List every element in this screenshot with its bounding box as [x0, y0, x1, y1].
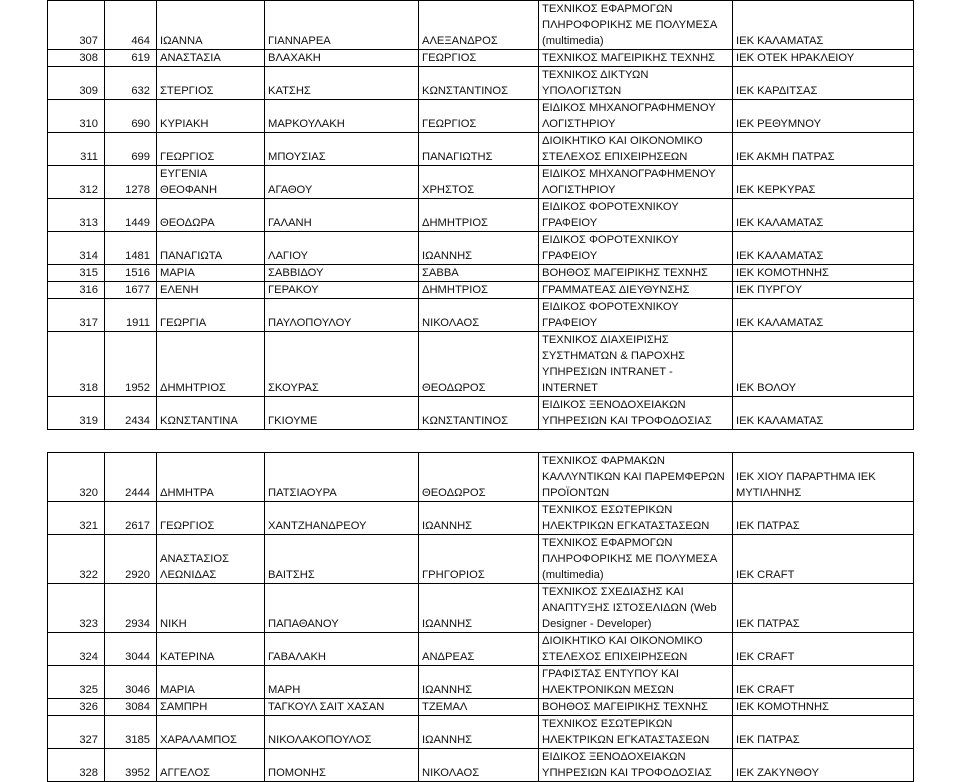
registry-number-cell: 690	[105, 100, 157, 133]
row-number-cell: 320	[48, 453, 105, 502]
table-row	[48, 67, 914, 100]
row-number-cell: 326	[48, 699, 105, 716]
table-row	[48, 100, 914, 133]
table-gap-cell	[48, 430, 914, 453]
row-number-cell: 312	[48, 166, 105, 199]
father-name-cell: ΓΡΗΓΟΡΙΟΣ	[419, 535, 539, 584]
table-row	[48, 232, 914, 265]
registry-number-cell: 3044	[105, 633, 157, 666]
father-name-cell: ΙΩΑΝΝΗΣ	[419, 716, 539, 749]
row-number-cell: 317	[48, 299, 105, 332]
iek-school-cell: ΙΕΚ CRAFT	[733, 535, 914, 584]
father-name-cell: ΙΩΑΝΝΗΣ	[419, 666, 539, 699]
father-name-cell: ΘΕΟΔΩΡΟΣ	[419, 453, 539, 502]
registry-number-cell: 2920	[105, 535, 157, 584]
last-name-cell: ΑΓΑΘΟΥ	[265, 166, 419, 199]
row-number-cell: 318	[48, 332, 105, 397]
specialty-cell: ΕΙΔΙΚΟΣ ΞΕΝΟΔΟΧΕΙΑΚΩΝ ΥΠΗΡΕΣΙΩΝ ΚΑΙ ΤΡΟΦΟΔΟΣΙΑΣ	[539, 397, 733, 430]
row-number-cell: 323	[48, 584, 105, 633]
table-row	[48, 584, 914, 633]
father-name-cell: ΔΗΜΗΤΡΙΟΣ	[419, 282, 539, 299]
first-name-cell: ΠΑΝΑΓΙΩΤΑ	[157, 232, 265, 265]
first-name-cell: ΘΕΟΔΩΡΑ	[157, 199, 265, 232]
iek-school-cell: ΙΕΚ ΟΤΕΚ ΗΡΑΚΛΕΙΟΥ	[733, 50, 914, 67]
iek-school-cell: ΙΕΚ ΚΑΡΔΙΤΣΑΣ	[733, 67, 914, 100]
table-row	[48, 332, 914, 397]
father-name-cell: ΣΑΒΒΑ	[419, 265, 539, 282]
table-row	[48, 1, 914, 50]
specialty-cell: ΔΙΟΙΚΗΤΙΚΟ ΚΑΙ ΟΙΚΟΝΟΜΙΚΟ ΣΤΕΛΕΧΟΣ ΕΠΙΧΕΙΡΗΣΕΩΝ	[539, 133, 733, 166]
table-row	[48, 633, 914, 666]
row-number-cell: 309	[48, 67, 105, 100]
specialty-cell: ΒΟΗΘΟΣ ΜΑΓΕΙΡΙΚΗΣ ΤΕΧΝΗΣ	[539, 699, 733, 716]
father-name-cell: ΙΩΑΝΝΗΣ	[419, 232, 539, 265]
last-name-cell: ΣΑΒΒΙΔΟΥ	[265, 265, 419, 282]
row-number-cell: 324	[48, 633, 105, 666]
father-name-cell: ΘΕΟΔΩΡΟΣ	[419, 332, 539, 397]
table-row	[48, 535, 914, 584]
registry-number-cell: 1911	[105, 299, 157, 332]
specialty-cell: ΕΙΔΙΚΟΣ ΜΗΧΑΝΟΓΡΑΦΗΜΕΝΟΥ ΛΟΓΙΣΤΗΡΙΟΥ	[539, 100, 733, 133]
first-name-cell: ΔΗΜΗΤΡΙΟΣ	[157, 332, 265, 397]
last-name-cell: ΒΛΑΧΑΚΗ	[265, 50, 419, 67]
table-row	[48, 199, 914, 232]
last-name-cell: ΝΙΚΟΛΑΚΟΠΟΥΛΟΣ	[265, 716, 419, 749]
first-name-cell: ΑΓΓΕΛΟΣ	[157, 749, 265, 782]
iek-school-cell: ΙΕΚ ΠΥΡΓΟΥ	[733, 282, 914, 299]
specialty-cell: ΤΕΧΝΙΚΟΣ ΣΧΕΔΙΑΣΗΣ ΚΑΙ ΑΝΑΠΤΥΞΗΣ ΙΣΤΟΣΕΛΙΔΩΝ (Web Designer - Developer)	[539, 584, 733, 633]
father-name-cell: ΧΡΗΣΤΟΣ	[419, 166, 539, 199]
last-name-cell: ΓΚΙΟΥΜΕ	[265, 397, 419, 430]
last-name-cell: ΣΚΟΥΡΑΣ	[265, 332, 419, 397]
specialty-cell: ΤΕΧΝΙΚΟΣ ΜΑΓΕΙΡΙΚΗΣ ΤΕΧΝΗΣ	[539, 50, 733, 67]
table-row	[48, 716, 914, 749]
iek-school-cell: ΙΕΚ ΠΑΤΡΑΣ	[733, 502, 914, 535]
first-name-cell: ΔΗΜΗΤΡΑ	[157, 453, 265, 502]
iek-school-cell: ΙΕΚ ΧΙΟΥ ΠΑΡΑΡΤΗΜΑ ΙΕΚ ΜΥΤΙΛΗΝΗΣ	[733, 453, 914, 502]
father-name-cell: ΙΩΑΝΝΗΣ	[419, 502, 539, 535]
specialty-cell: ΕΙΔΙΚΟΣ ΦΟΡΟΤΕΧΝΙΚΟΥ ΓΡΑΦΕΙΟΥ	[539, 299, 733, 332]
table-row	[48, 282, 914, 299]
first-name-cell: ΓΕΩΡΓΙΟΣ	[157, 502, 265, 535]
first-name-cell: ΜΑΡΙΑ	[157, 265, 265, 282]
last-name-cell: ΧΑΝΤΖΗΑΝΔΡΕΟΥ	[265, 502, 419, 535]
registry-number-cell: 3046	[105, 666, 157, 699]
specialty-cell: ΤΕΧΝΙΚΟΣ ΦΑΡΜΑΚΩΝ ΚΑΛΛΥΝΤΙΚΩΝ ΚΑΙ ΠΑΡΕΜΦΕΡΩΝ ΠΡΟΪΟΝΤΩΝ	[539, 453, 733, 502]
row-number-cell: 316	[48, 282, 105, 299]
last-name-cell: ΠΑΤΣΙΑΟΥΡΑ	[265, 453, 419, 502]
last-name-cell: ΜΑΡΚΟΥΛΑΚΗ	[265, 100, 419, 133]
last-name-cell: ΚΑΤΣΗΣ	[265, 67, 419, 100]
last-name-cell: ΒΑΙΤΣΗΣ	[265, 535, 419, 584]
registry-number-cell: 2934	[105, 584, 157, 633]
father-name-cell: ΤΖΕΜΑΛ	[419, 699, 539, 716]
father-name-cell: ΠΑΝΑΓΙΩΤΗΣ	[419, 133, 539, 166]
registry-number-cell: 1952	[105, 332, 157, 397]
first-name-cell: ΓΕΩΡΓΙΟΣ	[157, 133, 265, 166]
table-row	[48, 502, 914, 535]
iek-school-cell: ΙΕΚ ΚΟΜΟΤΗΝΗΣ	[733, 265, 914, 282]
specialty-cell: ΔΙΟΙΚΗΤΙΚΟ ΚΑΙ ΟΙΚΟΝΟΜΙΚΟ ΣΤΕΛΕΧΟΣ ΕΠΙΧΕΙΡΗΣΕΩΝ	[539, 633, 733, 666]
specialty-cell: ΕΙΔΙΚΟΣ ΜΗΧΑΝΟΓΡΑΦΗΜΕΝΟΥ ΛΟΓΙΣΤΗΡΙΟΥ	[539, 166, 733, 199]
row-number-cell: 321	[48, 502, 105, 535]
specialty-cell: ΓΡΑΜΜΑΤΕΑΣ ΔΙΕΥΘΥΝΣΗΣ	[539, 282, 733, 299]
father-name-cell: ΑΝΔΡΕΑΣ	[419, 633, 539, 666]
iek-school-cell: ΙΕΚ ΑΚΜΗ ΠΑΤΡΑΣ	[733, 133, 914, 166]
last-name-cell: ΓΑΛΑΝΗ	[265, 199, 419, 232]
first-name-cell: ΣΑΜΠΡΗ	[157, 699, 265, 716]
registry-number-cell: 2444	[105, 453, 157, 502]
specialty-cell: ΕΙΔΙΚΟΣ ΞΕΝΟΔΟΧΕΙΑΚΩΝ ΥΠΗΡΕΣΙΩΝ ΚΑΙ ΤΡΟΦΟΔΟΣΙΑΣ	[539, 749, 733, 782]
specialty-cell: ΕΙΔΙΚΟΣ ΦΟΡΟΤΕΧΝΙΚΟΥ ΓΡΑΦΕΙΟΥ	[539, 232, 733, 265]
first-name-cell: ΜΑΡΙΑ	[157, 666, 265, 699]
table-row	[48, 265, 914, 282]
iek-school-cell: ΙΕΚ ΠΑΤΡΑΣ	[733, 716, 914, 749]
iek-school-cell: ΙΕΚ CRAFT	[733, 633, 914, 666]
last-name-cell: ΠΟΜΟΝΗΣ	[265, 749, 419, 782]
results-table-body	[48, 1, 914, 782]
specialty-cell: ΤΕΧΝΙΚΟΣ ΔΙΑΧΕΙΡΙΣΗΣ ΣΥΣΤΗΜΑΤΩΝ & ΠΑΡΟΧΗΣ ΥΠΗΡΕΣΙΩΝ INTRANET - INTERNET	[539, 332, 733, 397]
row-number-cell: 322	[48, 535, 105, 584]
registry-number-cell: 1449	[105, 199, 157, 232]
last-name-cell: ΜΠΟΥΣΙΑΣ	[265, 133, 419, 166]
row-number-cell: 311	[48, 133, 105, 166]
row-number-cell: 314	[48, 232, 105, 265]
specialty-cell: ΤΕΧΝΙΚΟΣ ΕΦΑΡΜΟΓΩΝ ΠΛΗΡΟΦΟΡΙΚΗΣ ΜΕ ΠΟΛΥΜΕΣΑ (multimedia)	[539, 535, 733, 584]
registry-number-cell: 3084	[105, 699, 157, 716]
registry-number-cell: 2434	[105, 397, 157, 430]
registry-number-cell: 2617	[105, 502, 157, 535]
last-name-cell: ΜΑΡΗ	[265, 666, 419, 699]
specialty-cell: ΤΕΧΝΙΚΟΣ ΕΦΑΡΜΟΓΩΝ ΠΛΗΡΟΦΟΡΙΚΗΣ ΜΕ ΠΟΛΥΜΕΣΑ (multimedia)	[539, 1, 733, 50]
last-name-cell: ΛΑΓΙΟΥ	[265, 232, 419, 265]
iek-school-cell: ΙΕΚ ΚΑΛΑΜΑΤΑΣ	[733, 1, 914, 50]
specialty-cell: ΤΕΧΝΙΚΟΣ ΕΣΩΤΕΡΙΚΩΝ ΗΛΕΚΤΡΙΚΩΝ ΕΓΚΑΤΑΣΤΑΣΕΩΝ	[539, 502, 733, 535]
iek-school-cell: ΙΕΚ ΚΑΛΑΜΑΤΑΣ	[733, 397, 914, 430]
father-name-cell: ΚΩΝΣΤΑΝΤΙΝΟΣ	[419, 397, 539, 430]
father-name-cell: ΝΙΚΟΛΑΟΣ	[419, 749, 539, 782]
row-number-cell: 325	[48, 666, 105, 699]
table-row	[48, 453, 914, 502]
iek-school-cell: ΙΕΚ ΚΟΜΟΤΗΝΗΣ	[733, 699, 914, 716]
specialty-cell: ΓΡΑΦΙΣΤΑΣ ΕΝΤΥΠΟΥ ΚΑΙ ΗΛΕΚΤΡΟΝΙΚΩΝ ΜΕΣΩΝ	[539, 666, 733, 699]
row-number-cell: 328	[48, 749, 105, 782]
iek-school-cell: ΙΕΚ ΒΟΛΟΥ	[733, 332, 914, 397]
father-name-cell: ΚΩΝΣΤΑΝΤΙΝΟΣ	[419, 67, 539, 100]
table-row	[48, 397, 914, 430]
registry-number-cell: 632	[105, 67, 157, 100]
first-name-cell: ΧΑΡΑΛΑΜΠΟΣ	[157, 716, 265, 749]
registry-number-cell: 3185	[105, 716, 157, 749]
first-name-cell: ΚΑΤΕΡΙΝΑ	[157, 633, 265, 666]
first-name-cell: ΕΥΓΕΝΙΑ ΘΕΟΦΑΝΗ	[157, 166, 265, 199]
row-number-cell: 307	[48, 1, 105, 50]
iek-school-cell: ΙΕΚ ΖΑΚΥΝΘΟΥ	[733, 749, 914, 782]
last-name-cell: ΓΙΑΝΝΑΡΕΑ	[265, 1, 419, 50]
father-name-cell: ΝΙΚΟΛΑΟΣ	[419, 299, 539, 332]
registry-number-cell: 619	[105, 50, 157, 67]
registry-number-cell: 1481	[105, 232, 157, 265]
iek-school-cell: ΙΕΚ ΚΑΛΑΜΑΤΑΣ	[733, 299, 914, 332]
iek-school-cell: ΙΕΚ CRAFT	[733, 666, 914, 699]
table-row	[48, 166, 914, 199]
first-name-cell: ΝΙΚΗ	[157, 584, 265, 633]
iek-school-cell: ΙΕΚ ΚΕΡΚΥΡΑΣ	[733, 166, 914, 199]
row-number-cell: 319	[48, 397, 105, 430]
father-name-cell: ΓΕΩΡΓΙΟΣ	[419, 50, 539, 67]
specialty-cell: ΤΕΧΝΙΚΟΣ ΕΣΩΤΕΡΙΚΩΝ ΗΛΕΚΤΡΙΚΩΝ ΕΓΚΑΤΑΣΤΑΣΕΩΝ	[539, 716, 733, 749]
row-number-cell: 327	[48, 716, 105, 749]
registry-number-cell: 3952	[105, 749, 157, 782]
father-name-cell: ΙΩΑΝΝΗΣ	[419, 584, 539, 633]
last-name-cell: ΠΑΠΑΘΑΝΟΥ	[265, 584, 419, 633]
first-name-cell: ΚΥΡΙΑΚΗ	[157, 100, 265, 133]
first-name-cell: ΚΩΝΣΤΑΝΤΙΝΑ	[157, 397, 265, 430]
iek-school-cell: ΙΕΚ ΠΑΤΡΑΣ	[733, 584, 914, 633]
registry-number-cell: 1278	[105, 166, 157, 199]
row-number-cell: 313	[48, 199, 105, 232]
table-row	[48, 666, 914, 699]
first-name-cell: ΓΕΩΡΓΙΑ	[157, 299, 265, 332]
last-name-cell: ΤΑΓΚΟΥΛ ΣΑΙΤ ΧΑΣΑΝ	[265, 699, 419, 716]
last-name-cell: ΠΑΥΛΟΠΟΥΛΟΥ	[265, 299, 419, 332]
father-name-cell: ΑΛΕΞΑΝΔΡΟΣ	[419, 1, 539, 50]
last-name-cell: ΓΕΡΑΚΟΥ	[265, 282, 419, 299]
table-row	[48, 299, 914, 332]
father-name-cell: ΔΗΜΗΤΡΙΟΣ	[419, 199, 539, 232]
first-name-cell: ΣΤΕΡΓΙΟΣ	[157, 67, 265, 100]
registry-number-cell: 464	[105, 1, 157, 50]
row-number-cell: 308	[48, 50, 105, 67]
specialty-cell: ΒΟΗΘΟΣ ΜΑΓΕΙΡΙΚΗΣ ΤΕΧΝΗΣ	[539, 265, 733, 282]
table-row	[48, 699, 914, 716]
iek-school-cell: ΙΕΚ ΡΕΘΥΜΝΟΥ	[733, 100, 914, 133]
father-name-cell: ΓΕΩΡΓΙΟΣ	[419, 100, 539, 133]
first-name-cell: ΑΝΑΣΤΑΣΙΟΣ ΛΕΩΝΙΔΑΣ	[157, 535, 265, 584]
table-row	[48, 133, 914, 166]
registry-number-cell: 699	[105, 133, 157, 166]
table-row	[48, 749, 914, 782]
first-name-cell: ΑΝΑΣΤΑΣΙΑ	[157, 50, 265, 67]
last-name-cell: ΓΑΒΑΛΑΚΗ	[265, 633, 419, 666]
first-name-cell: ΙΩΑΝΝΑ	[157, 1, 265, 50]
row-number-cell: 315	[48, 265, 105, 282]
table-gap	[48, 430, 914, 453]
iek-school-cell: ΙΕΚ ΚΑΛΑΜΑΤΑΣ	[733, 199, 914, 232]
specialty-cell: ΤΕΧΝΙΚΟΣ ΔΙΚΤΥΩΝ ΥΠΟΛΟΓΙΣΤΩΝ	[539, 67, 733, 100]
registry-number-cell: 1677	[105, 282, 157, 299]
specialty-cell: ΕΙΔΙΚΟΣ ΦΟΡΟΤΕΧΝΙΚΟΥ ΓΡΑΦΕΙΟΥ	[539, 199, 733, 232]
first-name-cell: ΕΛΕΝΗ	[157, 282, 265, 299]
registry-number-cell: 1516	[105, 265, 157, 282]
row-number-cell: 310	[48, 100, 105, 133]
table-row	[48, 50, 914, 67]
iek-school-cell: ΙΕΚ ΚΑΛΑΜΑΤΑΣ	[733, 232, 914, 265]
results-table	[47, 0, 914, 782]
